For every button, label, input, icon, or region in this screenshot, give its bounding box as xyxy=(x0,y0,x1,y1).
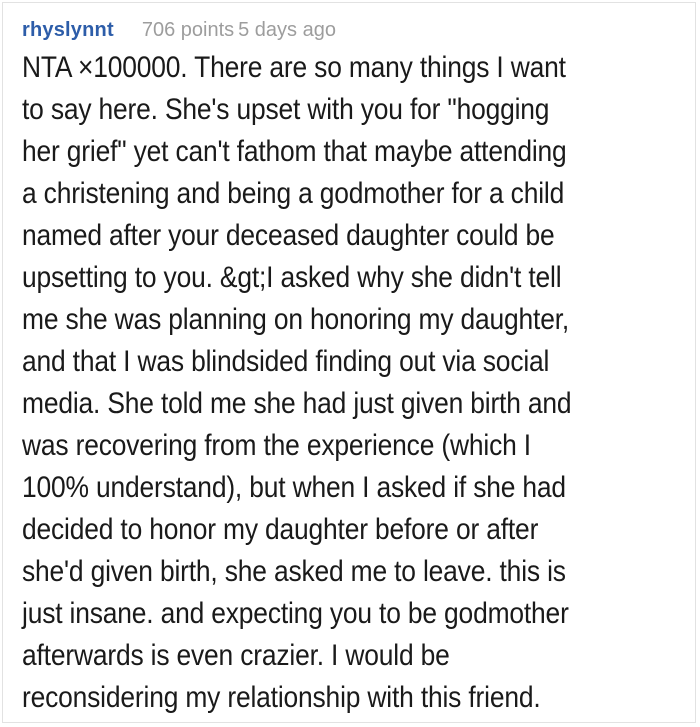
comment-body-line: to say here. She's upset with you for "hogging xyxy=(22,93,550,126)
comment-body-line: media. She told me she had just given birth and xyxy=(22,387,572,420)
comment-header xyxy=(3,3,695,43)
comment-body-line: she'd given birth, she asked me to leave. this is xyxy=(22,555,566,588)
comment-body-line: afterwards is even crazier. I would be xyxy=(22,639,450,672)
comment-card xyxy=(2,2,696,723)
comment-body-line: a christening and being a godmother for a child xyxy=(22,177,565,210)
comment-body-line: named after your deceased daughter could be xyxy=(22,219,555,252)
comment-body-line: reconsidering my relationship with this friend. xyxy=(22,681,541,714)
comment-body xyxy=(3,47,695,719)
comment-score: 706 points xyxy=(141,19,235,41)
comment-body-line: NTA ×100000. There are so many things I want xyxy=(22,51,566,84)
comment-body-line: me she was planning on honoring my daughter, xyxy=(22,303,570,336)
comment-body-line: was recovering from the experience (which I xyxy=(22,429,531,462)
comment-timestamp: 5 days ago xyxy=(238,19,336,41)
comment-body-line: 100% understand), but when I asked if she had xyxy=(22,471,566,504)
comment-body-line: just insane. and expecting you to be godmother xyxy=(22,597,569,630)
comment-author-link[interactable]: rhyslynnt xyxy=(22,19,114,41)
comment-body-line: her grief" yet can't fathom that maybe attending xyxy=(22,135,567,168)
comment-body-line: decided to honor my daughter before or after xyxy=(22,513,539,546)
comment-body-line: and that I was blindsided finding out via social xyxy=(22,345,550,378)
comment-body-line: upsetting to you. &gt;I asked why she didn't tell xyxy=(22,261,562,294)
